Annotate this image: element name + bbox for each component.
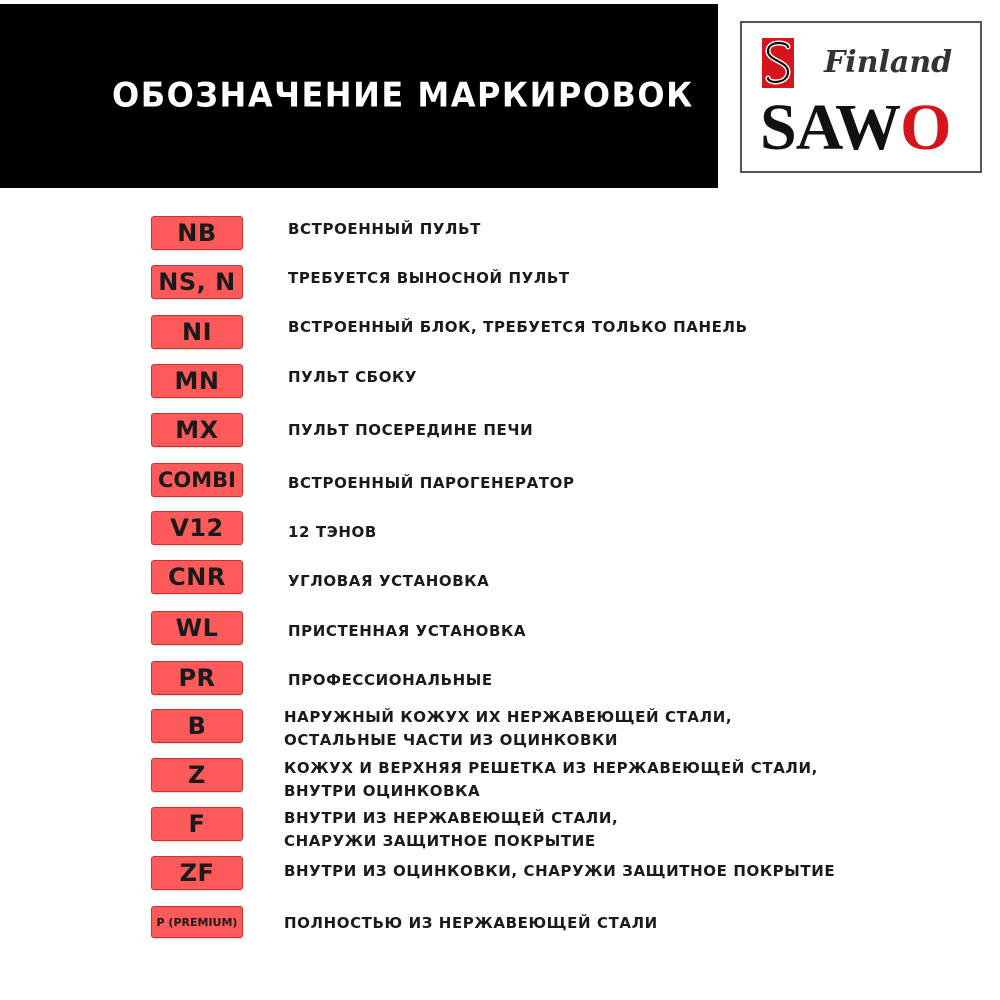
marking-description-line: СНАРУЖИ ЗАЩИТНОЕ ПОКРЫТИЕ [284,832,596,850]
marking-code-badge: Z [151,758,243,792]
marking-description-line: ОСТАЛЬНЫЕ ЧАСТИ ИЗ ОЦИНКОВКИ [284,731,619,749]
marking-code-badge: P (PREMIUM) [151,906,243,938]
marking-code-badge: MX [151,413,243,447]
marking-description: ПУЛЬТ ПОСЕРЕДИНЕ ПЕЧИ [288,421,534,439]
marking-description: ПРИСТЕННАЯ УСТАНОВКА [288,622,527,640]
marking-description-line: ВНУТРИ ОЦИНКОВКА [284,782,481,800]
logo-finland-script: Finland [824,45,953,80]
marking-description: ВСТРОЕННЫЙ БЛОК, ТРЕБУЕТСЯ ТОЛЬКО ПАНЕЛЬ [288,318,748,336]
marking-code-badge: COMBI [151,463,243,497]
marking-description-line: НАРУЖНЫЙ КОЖУХ ИХ НЕРЖАВЕЮЩЕЙ СТАЛИ, [284,708,733,726]
marking-code-badge: NS, N [151,265,243,299]
marking-description-line: КОЖУХ И ВЕРХНЯЯ РЕШЕТКА ИЗ НЕРЖАВЕЮЩЕЙ СТАЛИ, [284,759,818,777]
logo-wordmark-main: SAW [760,91,901,164]
marking-code-badge: PR [151,661,243,695]
marking-code-badge: NB [151,216,243,250]
logo-wordmark-o: O [900,91,951,164]
marking-description: ТРЕБУЕТСЯ ВЫНОСНОЙ ПУЛЬТ [288,269,570,287]
marking-code-badge: ZF [151,856,243,890]
marking-code-badge: MN [151,364,243,398]
marking-description: ПРОФЕССИОНАЛЬНЫЕ [288,671,493,689]
marking-description: 12 ТЭНОВ [288,523,377,541]
marking-code-badge: F [151,807,243,841]
marking-code-badge: NI [151,315,243,349]
marking-description: ВСТРОЕННЫЙ ПУЛЬТ [288,220,481,238]
marking-code-badge: WL [151,611,243,645]
marking-description: УГЛОВАЯ УСТАНОВКА [288,572,490,590]
marking-description: ВНУТРИ ИЗ ОЦИНКОВКИ, СНАРУЖИ ЗАЩИТНОЕ ПОКРЫТИЕ [284,862,836,880]
page-title: ОБОЗНАЧЕНИЕ МАРКИРОВОК [112,75,694,115]
marking-description: ВСТРОЕННЫЙ ПАРОГЕНЕРАТОР [288,474,575,492]
marking-description: ПУЛЬТ СБОКУ [288,368,418,386]
marking-code-badge: CNR [151,560,243,594]
marking-code-badge: B [151,709,243,743]
marking-description-line: ВНУТРИ ИЗ НЕРЖАВЕЮЩЕЙ СТАЛИ, [284,809,619,827]
marking-description: ПОЛНОСТЬЮ ИЗ НЕРЖАВЕЮЩЕЙ СТАЛИ [284,914,658,932]
marking-code-badge: V12 [151,511,243,545]
